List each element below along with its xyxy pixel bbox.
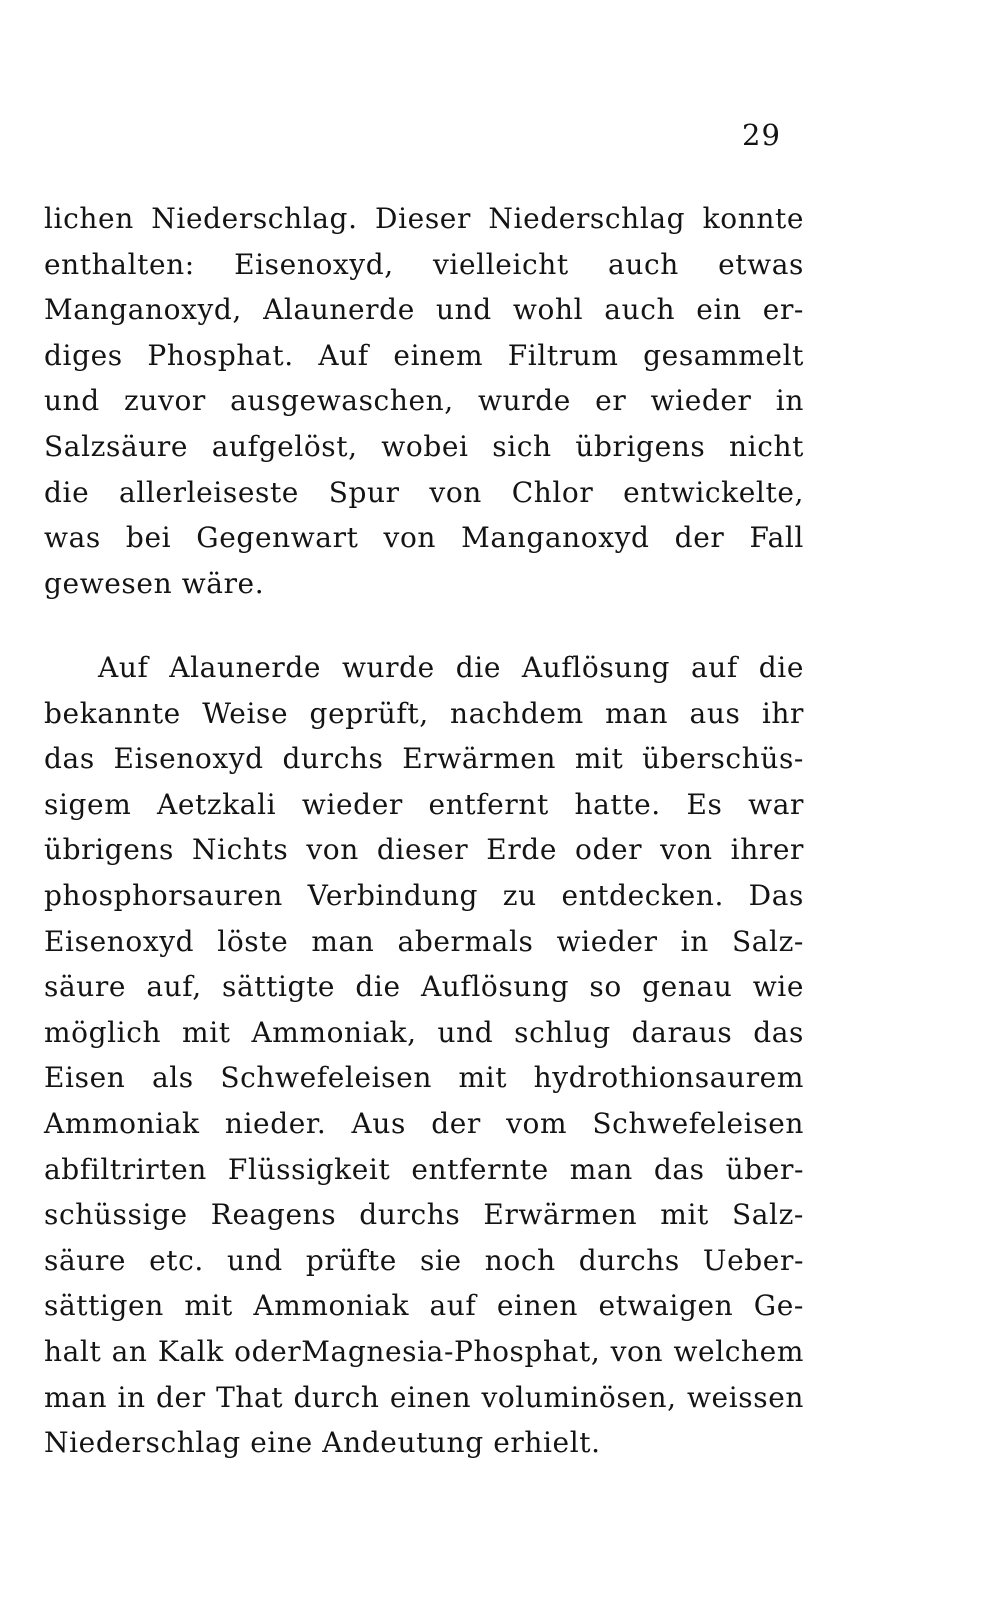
text-line: Salzsäure aufgelöst, wobei sich übrigens nicht <box>44 429 804 463</box>
text-line: Auf Alaunerde wurde die Auflösung auf die <box>98 651 804 684</box>
text-line: übrigens Nichts von dieser Erde oder von ihrer <box>44 833 804 867</box>
text-line: säure auf, sättigte die Auflösung so genau wie <box>44 970 804 1004</box>
text-line: Ammoniak nieder. Aus der vom Schwefeleisen <box>44 1106 804 1140</box>
text-line: abfiltrirten Flüssigkeit entfernte man das über- <box>44 1152 804 1186</box>
text-line: bekannte Weise geprüft, nachdem man aus ihr <box>44 696 804 730</box>
text-line: diges Phosphat. Auf einem Filtrum gesammelt <box>44 338 804 372</box>
text-line: was bei Gegenwart von Manganoxyd der Fall <box>44 521 804 555</box>
text-line: möglich mit Ammoniak, und schlug daraus das <box>44 1015 804 1049</box>
text-line: Niederschlag eine Andeutung erhielt. <box>44 1426 601 1460</box>
text-line: halt an Kalk oderMagnesia-Phosphat, von welchem <box>44 1334 804 1368</box>
page-number: 29 <box>742 118 781 152</box>
text-line: und zuvor ausgewaschen, wurde er wieder in <box>44 384 804 418</box>
text-line: gewesen wäre. <box>44 566 265 600</box>
paragraph-1 <box>44 196 804 606</box>
text-line: schüssige Reagens durchs Erwärmen mit Salz- <box>44 1198 804 1232</box>
text-line: das Eisenoxyd durchs Erwärmen mit überschüs- <box>44 742 804 776</box>
text-line: Eisenoxyd löste man abermals wieder in Salz- <box>44 924 804 958</box>
text-line: Manganoxyd, Alaunerde und wohl auch ein er- <box>44 293 804 327</box>
text-line: enthalten: Eisenoxyd, vielleicht auch etwas <box>44 247 804 281</box>
text-line: Eisen als Schwefeleisen mit hydrothionsaurem <box>44 1061 804 1095</box>
text-line: sigem Aetzkali wieder entfernt hatte. Es war <box>44 787 804 821</box>
text-line: säure etc. und prüfte sie noch durchs Ueber- <box>44 1243 804 1277</box>
text-line: sättigen mit Ammoniak auf einen etwaigen Ge- <box>44 1289 804 1323</box>
text-line: die allerleiseste Spur von Chlor entwickelte, <box>44 475 804 509</box>
text-line: man in der That durch einen voluminösen, weissen <box>44 1380 804 1414</box>
text-line: phosphorsauren Verbindung zu entdecken. Das <box>44 878 804 912</box>
paragraph-2 <box>44 645 804 1466</box>
text-line: lichen Niederschlag. Dieser Niederschlag konnte <box>44 202 804 235</box>
